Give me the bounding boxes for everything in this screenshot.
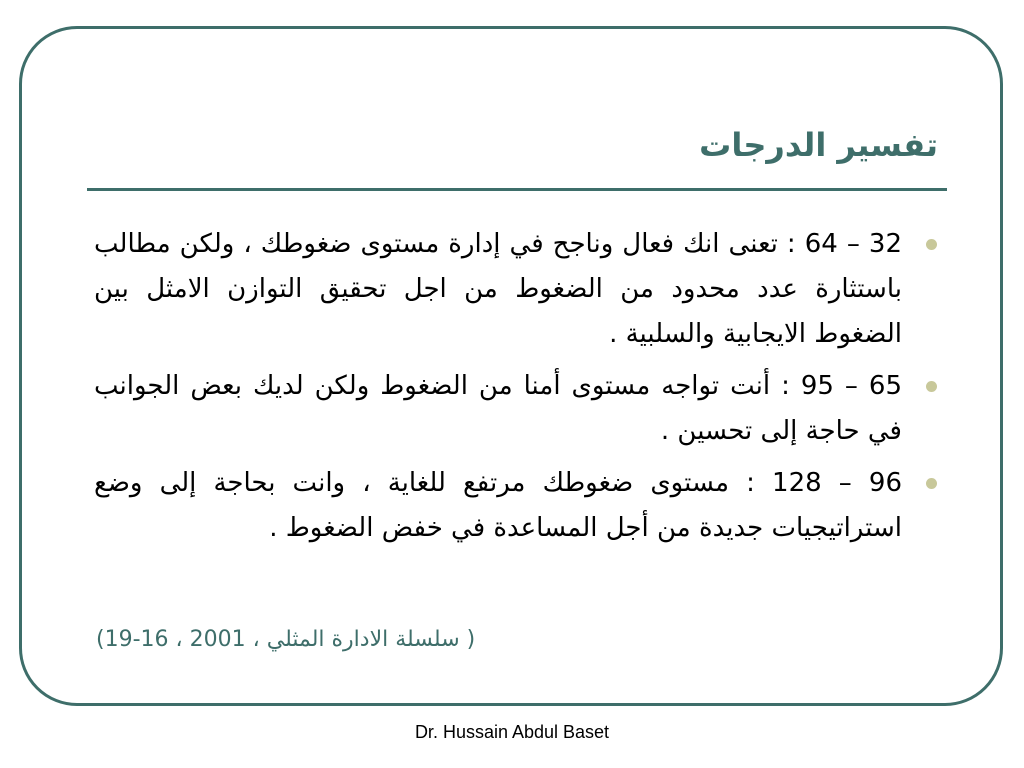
bullet-item-range-65-95 <box>94 364 902 454</box>
footer-author: Dr. Hussain Abdul Baset <box>414 722 610 742</box>
bullet-dot-icon <box>926 381 937 392</box>
bullet-item-range-32-64 <box>94 222 902 357</box>
source-citation: ( سلسلة الادارة المثلي ، 2001 ، 16-19) <box>96 627 476 652</box>
bullet-item-range-96-128 <box>94 461 902 551</box>
bullet-text: 32 – 64 : تعنى انك فعال وناجح في إدارة مستوى ضغوطك ، ولكن مطالب باستثارة عدد محدود من الضغوط من اجل تحقيق التوازن الامثل بين الضغوط الايجابية والسلبية . <box>94 229 902 349</box>
slide-title: تفسير الدرجات <box>699 126 938 164</box>
bullet-dot-icon <box>926 478 937 489</box>
bullet-text: 65 – 95 : أنت تواجه مستوى أمنا من الضغوط ولكن لديك بعض الجوانب في حاجة إلى تحسين . <box>94 371 902 446</box>
bullet-list <box>94 222 902 558</box>
bullet-dot-icon <box>926 239 937 250</box>
title-divider <box>87 188 947 191</box>
bullet-text: 96 – 128 : مستوى ضغوطك مرتفع للغاية ، وانت بحاجة إلى وضع استراتيجيات جديدة من أجل المساعدة في خفض الضغوط . <box>94 468 902 543</box>
